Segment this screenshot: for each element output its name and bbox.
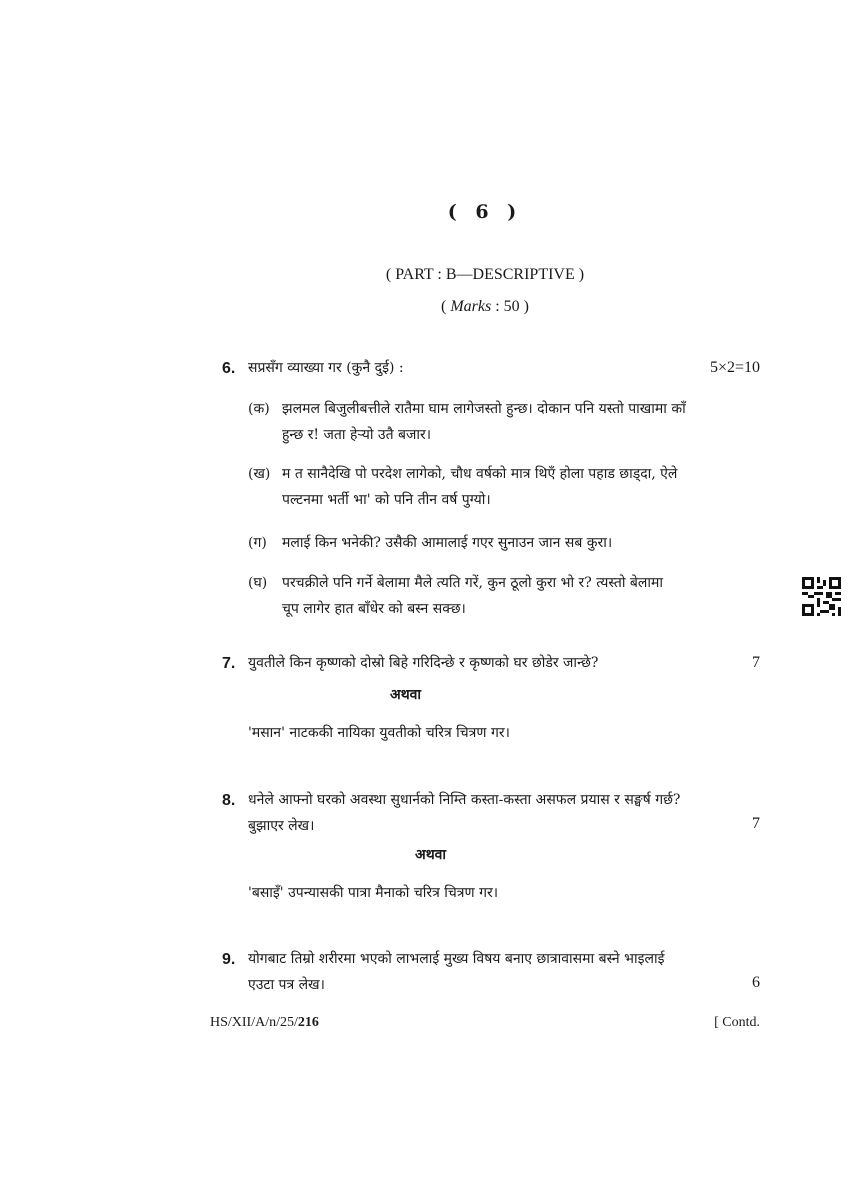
- marks-label: Marks: [450, 298, 492, 315]
- continued-label: [ Contd.: [714, 1015, 760, 1030]
- page-number: ( 6 ): [447, 201, 523, 223]
- question-9-number: 9.: [222, 951, 236, 968]
- question-8-or: अथवा: [415, 847, 447, 863]
- question-8-number: 8.: [222, 792, 236, 809]
- qr-code-icon: [802, 576, 841, 617]
- q6-part-kha: (ख) म त सानैदेखि पो परदेश लागेको, चौध वर्षको मात्र थिएँ होला पहाड छाड्दा, ऐले पल्टनमा भर्ती भा' को पनि तीन वर्ष पुग्यो।: [248, 466, 678, 508]
- question-7-number: 7.: [222, 655, 236, 672]
- question-6-text: सप्रसँग व्याख्या गर (कुनै दुई) :: [248, 360, 404, 376]
- question-7-or: अथवा: [390, 687, 422, 703]
- question-9-marks: 6: [752, 974, 760, 991]
- question-8-text: धनेले आफ्नो घरको अवस्था सुधार्नको निम्ति कस्ता-कस्ता असफल प्रयास र सङ्घर्ष गर्छ? बुझाएर लेख।: [248, 792, 681, 834]
- question-6-marks: 5×2=10: [709, 359, 760, 376]
- question-7-text: युवतीले किन कृष्णको दोस्रो बिहे गरिदिन्छे र कृष्णको घर छोडेर जान्छे?: [248, 655, 599, 671]
- q6-part-gha: (घ) परचक्रीले पनि गर्ने बेलामा मैले त्यति गरें, कुन ठूलो कुरा भो र? त्यस्तो बेलामा चूप लागेर हात बाँधेर को बस्न सक्छ।: [248, 575, 664, 617]
- question-7-alternative: 'मसान' नाटककी नायिका युवतीको चरित्र चित्रण गर।: [248, 725, 510, 741]
- question-8-alternative: 'बसाइँ' उपन्यासकी पात्रा मैनाको चरित्र चित्रण गर।: [248, 885, 499, 901]
- part-heading: ( PART : B—DESCRIPTIVE ): [385, 266, 585, 283]
- question-7-marks: 7: [752, 654, 760, 671]
- marks-total: ( Marks : 50 ): [441, 298, 529, 315]
- q6-part-ga: (ग) मलाई किन भनेकी? उसैकी आमालाई गएर सुनाउन जान सब कुरा।: [248, 535, 613, 551]
- paper-code: HS/XII/A/n/25/216: [210, 1015, 319, 1030]
- question-6-number: 6.: [222, 360, 236, 377]
- question-8-marks: 7: [752, 815, 760, 832]
- q6-part-ka: (क) झलमल बिजुलीबत्तीले रातैमा घाम लागेजस्तो हुन्छ। दोकान पनि यस्तो पाखामा काँ हुन्छ र! जता हेर्‍यो उतै बजार।: [248, 401, 686, 443]
- question-9-text: योगबाट तिम्रो शरीरमा भएको लाभलाई मुख्य विषय बनाए छात्रावासमा बस्ने भाइलाई एउटा पत्र लेख।: [248, 951, 665, 993]
